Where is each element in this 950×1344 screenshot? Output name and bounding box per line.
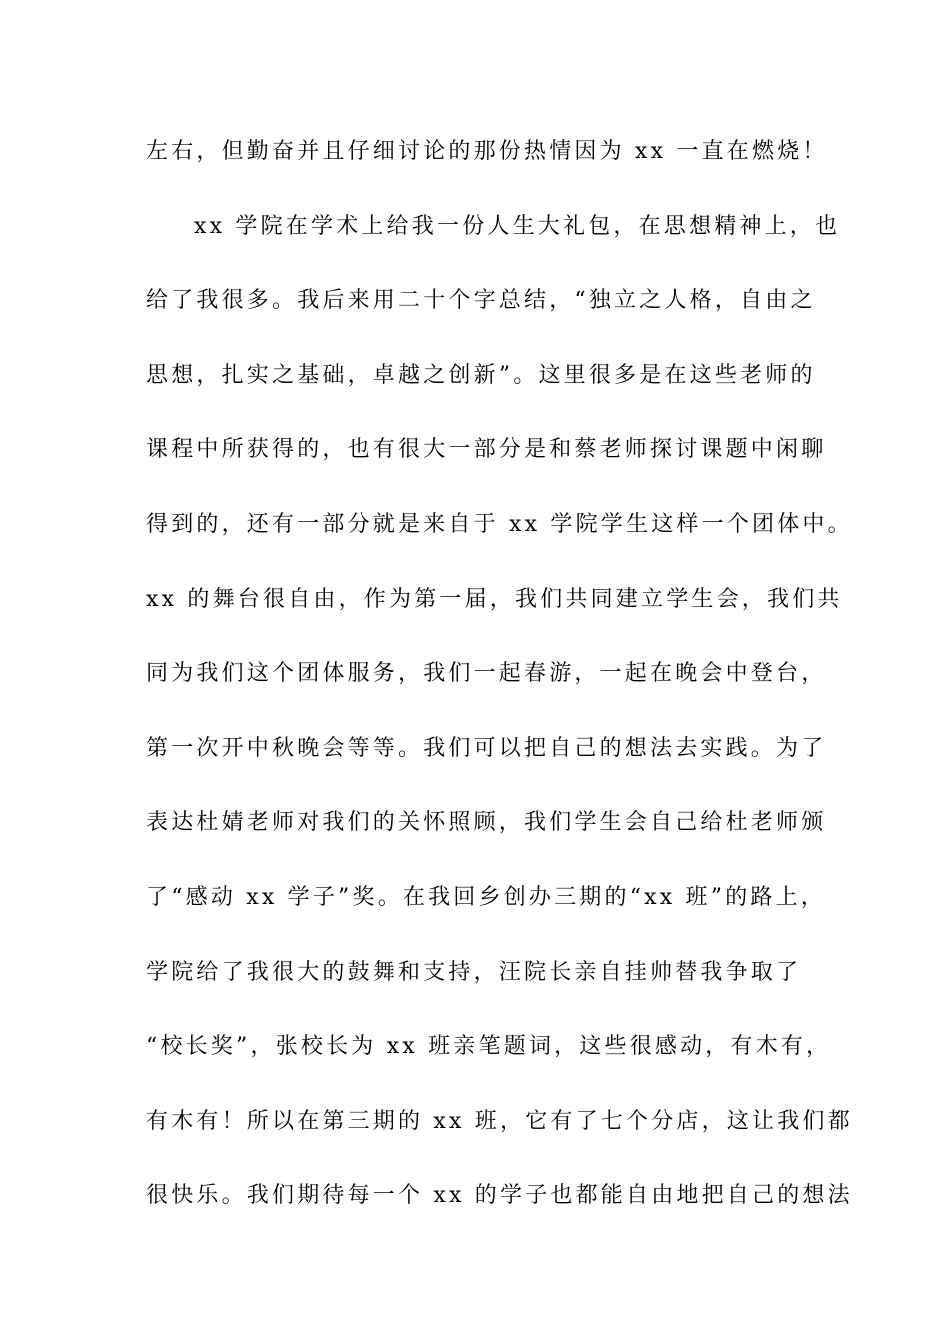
- text-line: “校长奖”，张校长为 xx 班亲笔题词，这些很感动，有木有，: [146, 1034, 832, 1060]
- paragraph-start-line: xx 学院在学术上给我一份人生大礼包，在思想精神上，也: [194, 213, 841, 239]
- text-line: 课程中所获得的，也有很大一部分是和蔡老师探讨课题中闲聊: [146, 437, 827, 463]
- text-line: 第一次开中秋晚会等等。我们可以把自己的想法去实践。为了: [146, 735, 827, 761]
- text-line: 给了我很多。我后来用二十个字总结，“独立之人格，自由之: [146, 288, 816, 314]
- text-line: 表达杜婧老师对我们的关怀照顾，我们学生会自己给杜老师颁: [146, 810, 827, 836]
- text-line: 很快乐。我们期待每一个 xx 的学子也都能自由地把自己的想法: [146, 1183, 853, 1209]
- text-line: xx 的舞台很自由，作为第一届，我们共同建立学生会，我们共: [146, 586, 843, 612]
- text-line: 得到的，还有一部分就是来自于 xx 学院学生这样一个团体中。: [146, 511, 853, 537]
- text-line: 思想，扎实之基础，卓越之创新”。这里很多是在这些老师的: [146, 362, 816, 388]
- text-line: 有木有！所以在第三期的 xx 班，它有了七个分店，这让我们都: [146, 1108, 853, 1134]
- text-line: 同为我们这个团体服务，我们一起春游，一起在晚会中登台，: [146, 661, 827, 687]
- text-line: 了“感动 xx 学子”奖。在我回乡创办三期的“xx 班”的路上，: [146, 884, 826, 910]
- text-line: 左右，但勤奋并且仔细讨论的那份热情因为 xx 一直在燃烧！: [146, 139, 828, 164]
- text-line: 学院给了我很大的鼓舞和支持，汪院长亲自挂帅替我争取了: [146, 959, 802, 985]
- body-text: [146, 134, 853, 1253]
